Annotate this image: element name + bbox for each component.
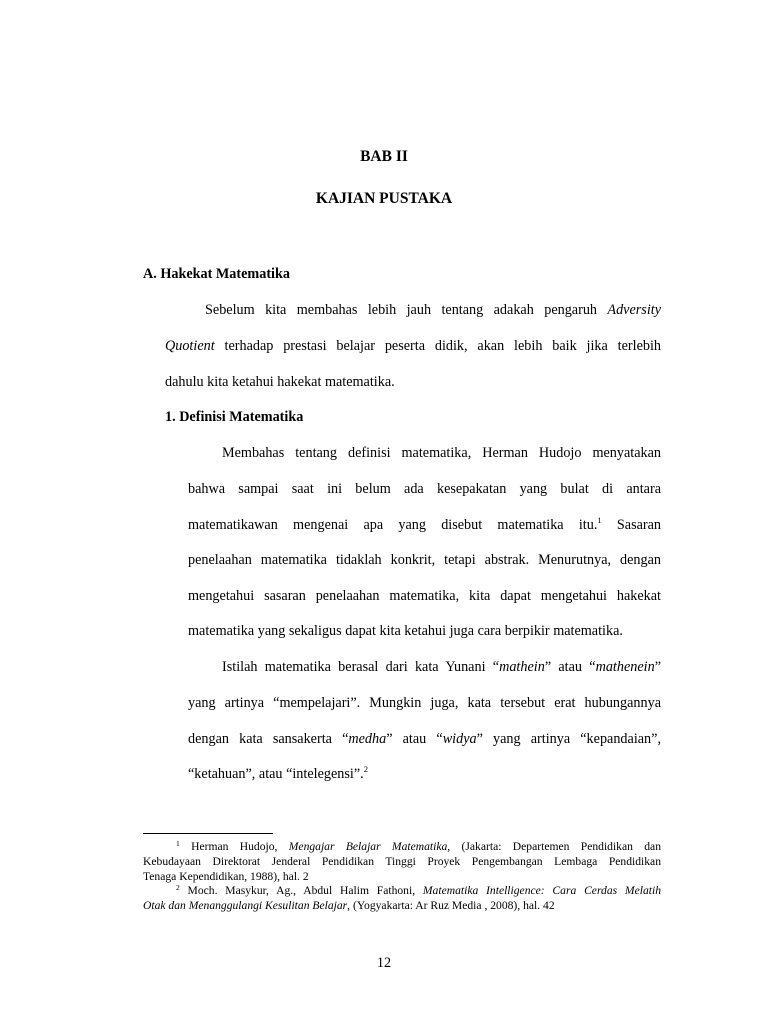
paragraph-line: mengetahui sasaran penelaahan matematika, kita dapat mengetahui hakekat bbox=[188, 588, 661, 604]
subsection-heading: 1. Definisi Matematika bbox=[165, 409, 304, 425]
section-heading: A. Hakekat Matematika bbox=[143, 266, 290, 282]
footnote-line: $^1$ Herman Hudojo, Mengajar Belajar Matematika, (Jakarta: Departemen Pendidikan dan bbox=[176, 839, 661, 853]
footnote-ref: 1 bbox=[597, 515, 602, 525]
page-number: 12 bbox=[376, 955, 392, 971]
footnote-ref: 2 bbox=[363, 764, 368, 774]
footnote-line: $^2$ Moch. Masykur, Ag., Abdul Halim Fathoni, Matematika Intelligence: Cara Cerdas Melatih bbox=[176, 883, 661, 897]
paragraph-line: “ketahuan”, atau “intelegensi”.$^2$ bbox=[188, 764, 368, 782]
paragraph-line: Quotient terhadap prestasi belajar peserta didik, akan lebih baik jika terlebih bbox=[165, 338, 661, 354]
paragraph-line: dengan kata sansakerta “medha” atau “widya” yang artinya “kepandaian”, bbox=[188, 731, 661, 747]
paragraph-line: Sebelum kita membahas lebih jauh tentang adakah pengaruh Adversity bbox=[205, 302, 661, 318]
footnote-mark: 1 bbox=[176, 839, 180, 848]
paragraph-line: matematikawan mengenai apa yang disebut matematika itu.$^1$ Sasaran bbox=[188, 515, 662, 533]
footnote-line: Otak dan Menanggulangi Kesulitan Belajar, (Yogyakarta: Ar Ruz Media , 2008), hal. 42 bbox=[143, 899, 555, 912]
paragraph-line: dahulu kita ketahui hakekat matematika. bbox=[165, 374, 395, 390]
paragraph-line: Membahas tentang definisi matematika, Herman Hudojo menyatakan bbox=[222, 445, 661, 461]
chapter-number: BAB II bbox=[360, 148, 408, 165]
footnote-separator bbox=[143, 833, 273, 834]
footnote-line: Kebudayaan Direktorat Jenderal Pendidikan Tinggi Proyek Pengembangan Lembaga Pendidikan bbox=[143, 855, 661, 868]
paragraph-line: Istilah matematika berasal dari kata Yunani “mathein” atau “mathenein” bbox=[222, 659, 661, 675]
paragraph-line: bahwa sampai saat ini belum ada kesepakatan yang bulat di antara bbox=[188, 481, 661, 497]
chapter-title: KAJIAN PUSTAKA bbox=[315, 190, 453, 207]
footnote-line: Tenaga Kependidikan, 1988), hal. 2 bbox=[143, 870, 309, 883]
footnote-mark: 2 bbox=[176, 883, 180, 892]
paragraph-line: yang artinya “mempelajari”. Mungkin juga, kata tersebut erat hubungannya bbox=[188, 695, 661, 711]
paragraph-line: penelaahan matematika tidaklah konkrit, tetapi abstrak. Menurutnya, dengan bbox=[188, 552, 661, 568]
paragraph-line: matematika yang sekaligus dapat kita ketahui juga cara berpikir matematika. bbox=[188, 623, 623, 639]
